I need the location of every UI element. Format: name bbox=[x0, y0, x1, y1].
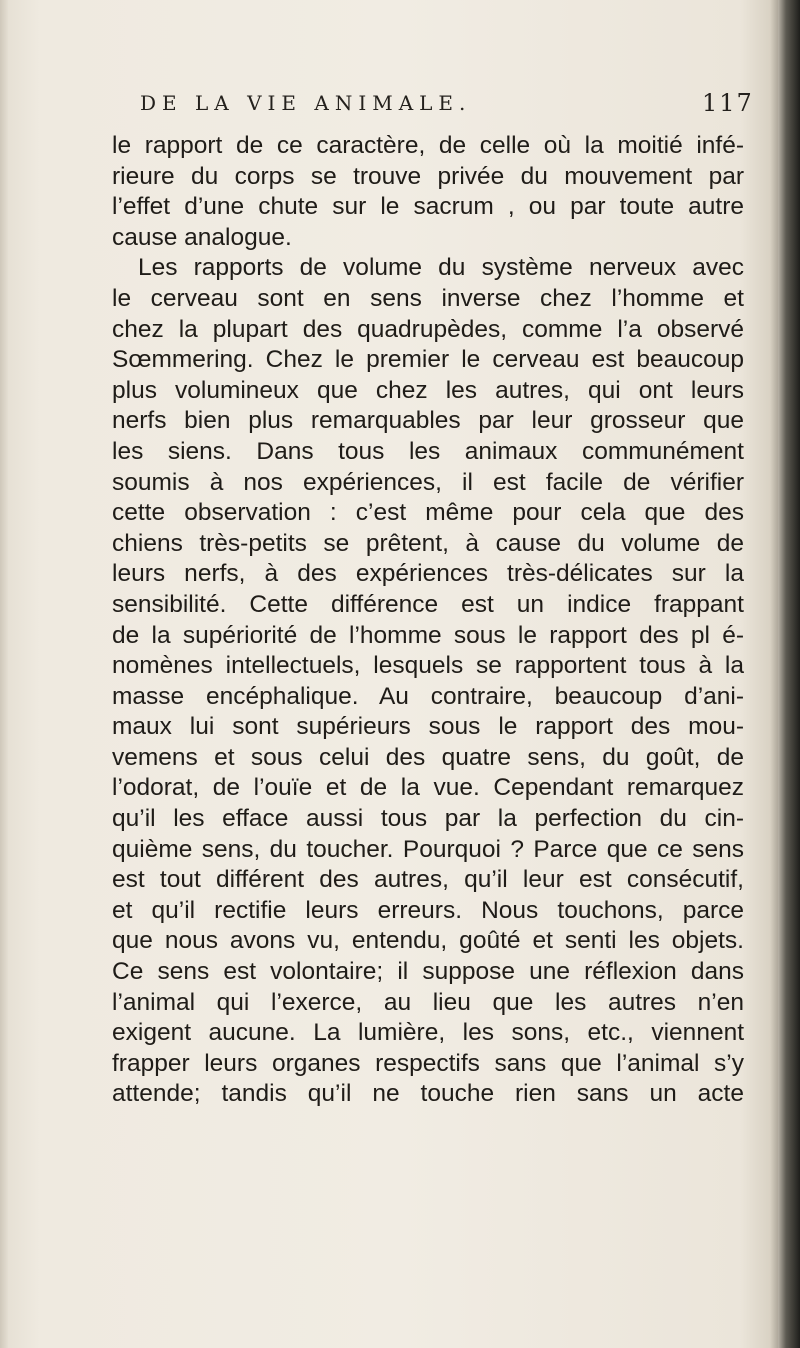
text-line: Sœmmering. Chez le premier le cerveau est beaucoup bbox=[112, 346, 744, 374]
text-line: est tout différent des autres, qu’il leur est consécutif, bbox=[112, 866, 744, 894]
text-line: les siens. Dans tous les animaux communément bbox=[112, 437, 744, 465]
text-line: rieure du corps se trouve privée du mouvement par bbox=[112, 162, 744, 190]
running-title: DE LA VIE ANIMALE. bbox=[140, 91, 472, 115]
text-line: le rapport de ce caractère, de celle où la moitié infé- bbox=[112, 132, 744, 159]
text-line: Les rapports de volume du système nerveux avec bbox=[138, 254, 744, 282]
text-line: le cerveau sont en sens inverse chez l’homme et bbox=[112, 284, 744, 312]
text-line: maux lui sont supérieurs sous le rapport des mou- bbox=[112, 713, 744, 741]
text-line: leurs nerfs, à des expériences très-délicates sur la bbox=[112, 560, 744, 588]
text-line: attende; tandis qu’il ne touche rien sans un acte bbox=[112, 1080, 744, 1108]
page-number: 117 bbox=[702, 89, 754, 117]
text-line: cette observation : c’est même pour cela que des bbox=[112, 499, 744, 527]
text-line: qu’il les efface aussi tous par la perfection du cin- bbox=[112, 805, 744, 833]
paragraph bbox=[112, 253, 744, 1110]
body-text bbox=[112, 131, 744, 1110]
text-line: vemens et sous celui des quatre sens, du goût, de bbox=[112, 743, 744, 771]
text-line: Ce sens est volontaire; il suppose une réflexion dans bbox=[112, 958, 744, 986]
text-line: plus volumineux que chez les autres, qui ont leurs bbox=[112, 376, 744, 404]
text-line: soumis à nos expériences, il est facile de vérifier bbox=[112, 468, 744, 496]
text-line: exigent aucune. La lumière, les sons, etc., viennent bbox=[112, 1019, 744, 1047]
text-line: frapper leurs organes respectifs sans que l’animal s’y bbox=[112, 1049, 744, 1077]
text-line: chez la plupart des quadrupèdes, comme l’a observé bbox=[112, 315, 744, 343]
text-line: nomènes intellectuels, lesquels se rapportent tous à la bbox=[112, 652, 744, 680]
text-line: l’effet d’une chute sur le sacrum , ou par toute autre bbox=[112, 193, 744, 221]
paragraph-continued bbox=[112, 131, 744, 253]
page-left-margin-shadow bbox=[0, 0, 8, 1348]
running-header bbox=[140, 85, 754, 121]
text-line: de la supériorité de l’homme sous le rapport des pl é- bbox=[112, 621, 744, 649]
text-line: sensibilité. Cette différence est un indice frappant bbox=[112, 590, 744, 618]
book-gutter-shadow bbox=[778, 0, 800, 1348]
text-line: l’animal qui l’exerce, au lieu que les autres n’en bbox=[112, 988, 744, 1016]
text-line: que nous avons vu, entendu, goûté et senti les objets. bbox=[112, 927, 744, 955]
text-line: chiens très-petits se prêtent, à cause du volume de bbox=[112, 529, 744, 557]
text-line: masse encéphalique. Au contraire, beaucoup d’ani- bbox=[112, 682, 744, 710]
text-line: nerfs bien plus remarquables par leur grosseur que bbox=[112, 407, 744, 435]
text-line: cause analogue. bbox=[112, 223, 292, 251]
text-line: et qu’il rectifie leurs erreurs. Nous touchons, parce bbox=[112, 896, 744, 924]
text-line: l’odorat, de l’ouïe et de la vue. Cependant remarquez bbox=[112, 774, 744, 802]
text-line: quième sens, du toucher. Pourquoi ? Parce que ce sens bbox=[112, 835, 744, 863]
